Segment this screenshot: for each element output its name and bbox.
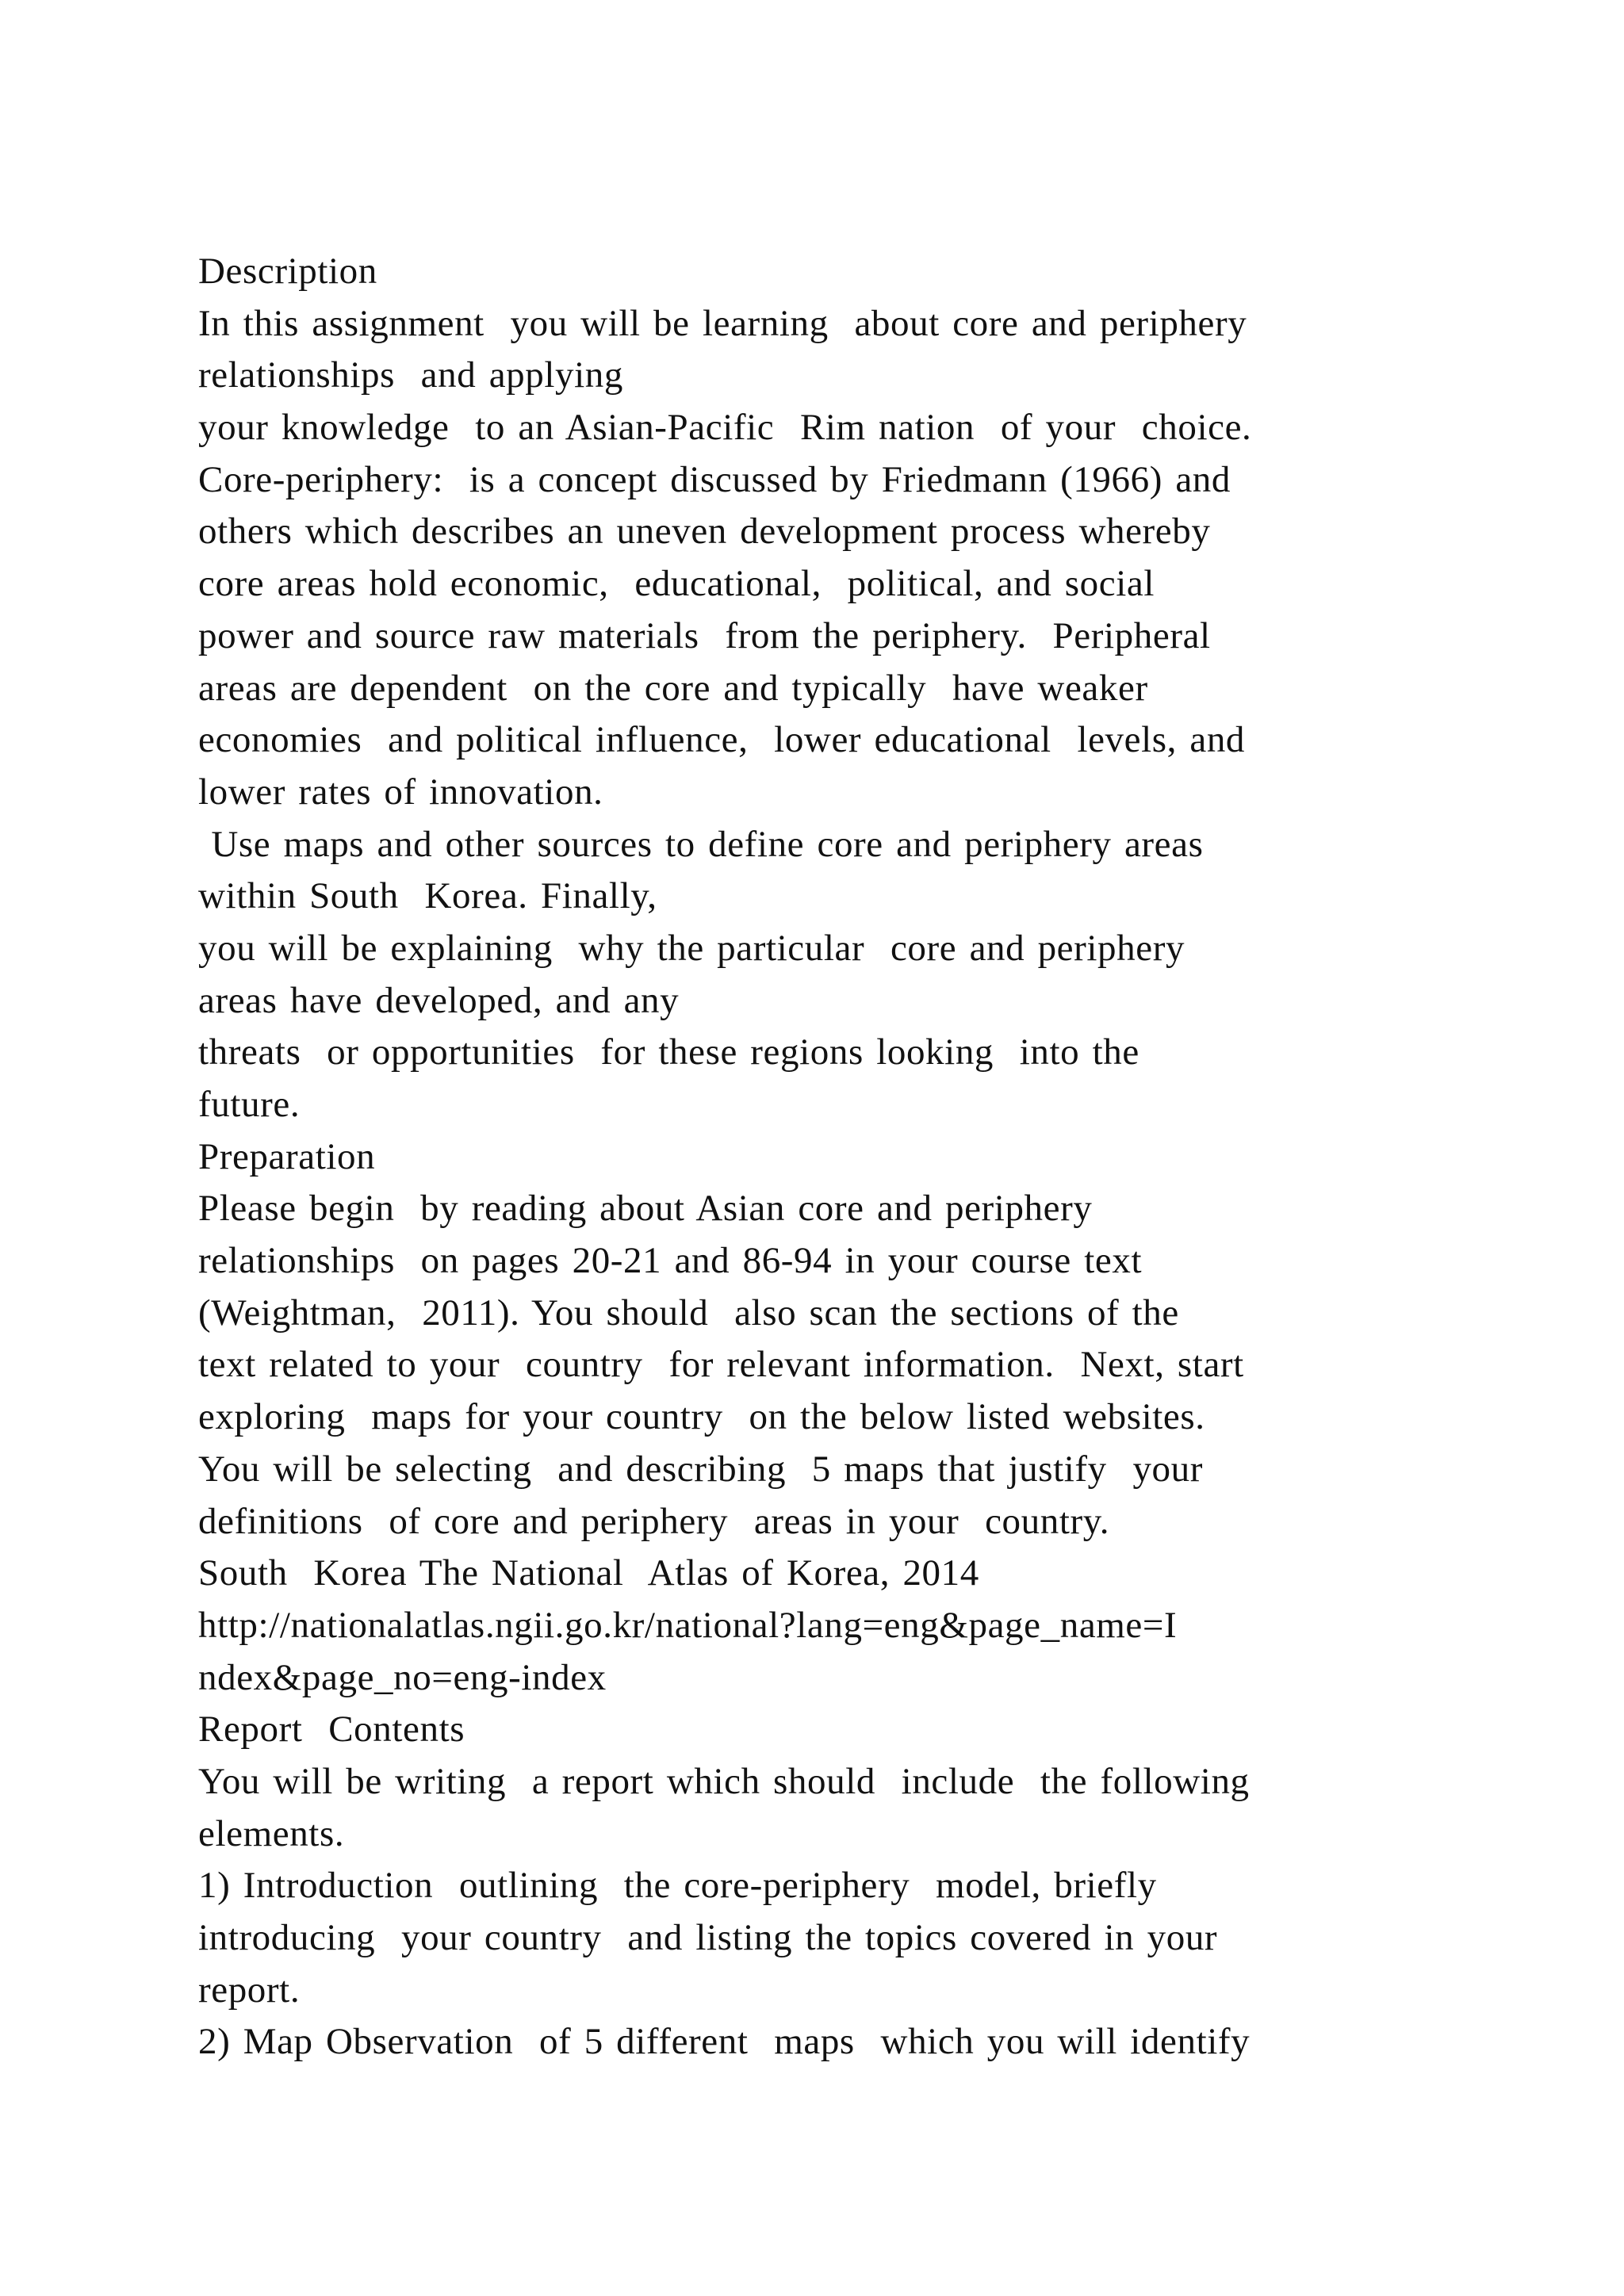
text-line: areas have developed, and any bbox=[198, 979, 680, 1021]
text-line: definitions of core and periphery areas in your country. bbox=[198, 1500, 1110, 1542]
text-line: exploring maps for your country on the below listed websites. bbox=[198, 1396, 1205, 1438]
text-line: text related to your country for relevant information. Next, start bbox=[198, 1344, 1244, 1386]
text-line: core areas hold economic, educational, political, and social bbox=[198, 563, 1155, 605]
text-line: future. bbox=[198, 1084, 301, 1125]
text-line: you will be explaining why the particular core and periphery bbox=[198, 927, 1185, 969]
section-heading-description: Description bbox=[198, 251, 377, 292]
text-line: (Weightman, 2011). You should also scan the sections of the bbox=[198, 1292, 1179, 1334]
text-line: introducing your country and listing the topics covered in your bbox=[198, 1917, 1218, 1958]
source-url-line-1: http://nationalatlas.ngii.go.kr/national?lang=eng&page_name=I bbox=[198, 1604, 1178, 1646]
section-heading-preparation: Preparation bbox=[198, 1135, 376, 1177]
text-line: power and source raw materials from the periphery. Peripheral bbox=[198, 614, 1211, 656]
text-line: report. bbox=[198, 1969, 301, 2011]
text-line: others which describes an uneven development process whereby bbox=[198, 511, 1211, 553]
source-url-line-2: ndex&page_no=eng-index bbox=[198, 1656, 607, 1698]
text-line: within South Korea. Finally, bbox=[198, 875, 657, 917]
text-line: Please begin by reading about Asian core and periphery bbox=[198, 1188, 1093, 1230]
section-heading-report-contents: Report Contents bbox=[198, 1709, 465, 1751]
text-line: Core-periphery: is a concept discussed by Friedmann (1966) and bbox=[198, 458, 1231, 500]
list-item-2: 2) Map Observation of 5 different maps which you will identify bbox=[198, 2021, 1251, 2063]
text-line: Use maps and other sources to define core and periphery areas bbox=[198, 823, 1204, 865]
source-title: South Korea The National Atlas of Korea, 2014 bbox=[198, 1552, 979, 1594]
text-line: areas are dependent on the core and typically have weaker bbox=[198, 667, 1148, 709]
text-line: lower rates of innovation. bbox=[198, 771, 603, 813]
text-line: In this assignment you will be learning about core and periphery bbox=[198, 302, 1247, 344]
text-line: relationships on pages 20-21 and 86-94 in your course text bbox=[198, 1240, 1143, 1282]
text-line: relationships and applying bbox=[198, 354, 623, 396]
text-line: elements. bbox=[198, 1812, 345, 1854]
text-line: You will be selecting and describing 5 maps that justify your bbox=[198, 1448, 1204, 1490]
text-line: You will be writing a report which should include the following bbox=[198, 1760, 1250, 1802]
text-line: threats or opportunities for these regions looking into the bbox=[198, 1031, 1139, 1073]
text-line: economies and political influence, lower educational levels, and bbox=[198, 719, 1246, 761]
document-body bbox=[198, 246, 1435, 2068]
text-line: your knowledge to an Asian-Pacific Rim nation of your choice. bbox=[198, 407, 1252, 449]
list-item-1: 1) Introduction outlining the core-periphery model, briefly bbox=[198, 1865, 1157, 1907]
